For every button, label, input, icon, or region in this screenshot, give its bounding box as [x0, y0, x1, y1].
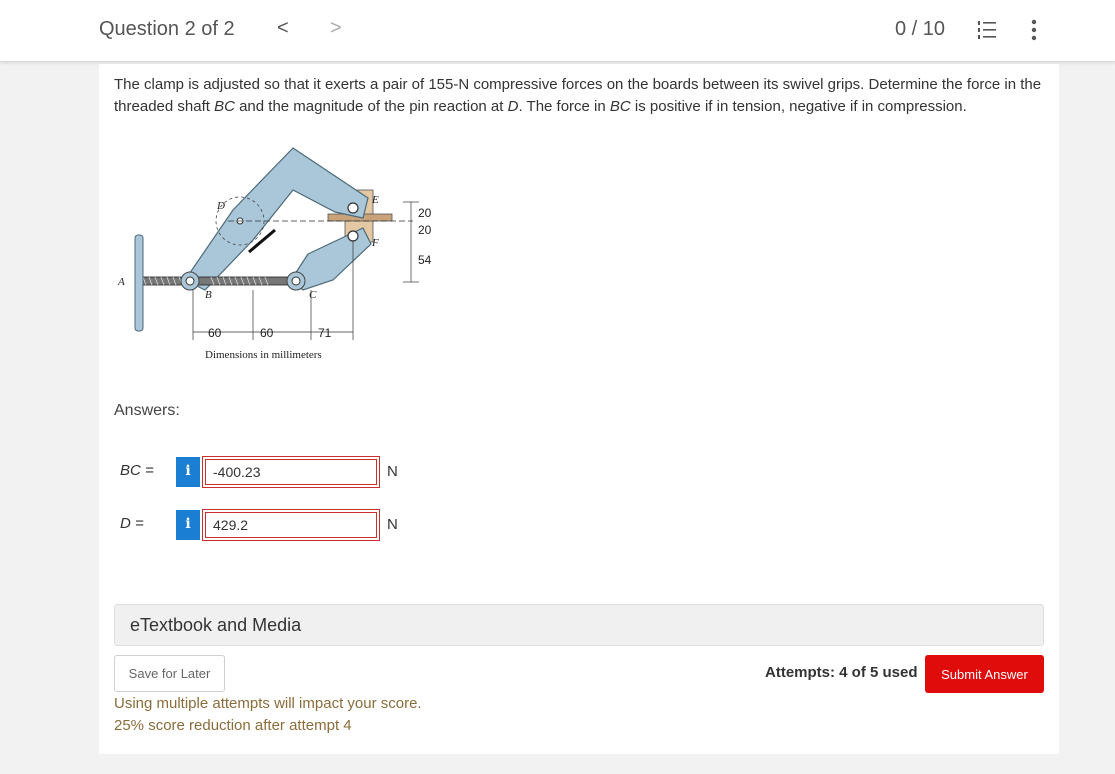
- info-icon[interactable]: i: [176, 457, 200, 487]
- previous-question-button[interactable]: <: [277, 17, 289, 39]
- swivel-grip-f: [348, 231, 358, 241]
- top-bar: [0, 0, 1115, 62]
- label-f: F: [372, 237, 379, 249]
- answers-heading: Answers:: [114, 402, 180, 419]
- info-icon[interactable]: i: [176, 510, 200, 540]
- answer-d-label: D =: [120, 515, 144, 532]
- bc-answer-input[interactable]: [202, 456, 380, 488]
- label-a: A: [118, 276, 125, 288]
- attempt-warning: Using multiple attempts will impact your score.: [114, 695, 422, 712]
- figure-caption: Dimensions in millimeters: [205, 349, 322, 361]
- clamp-handle: [135, 235, 143, 331]
- d-answer-input[interactable]: [202, 509, 380, 541]
- dim-54: 54: [418, 253, 432, 267]
- dim-20-bottom: 20: [418, 223, 432, 237]
- save-for-later-button[interactable]: Save for Later: [114, 655, 225, 692]
- label-e: E: [372, 194, 379, 206]
- question-counter: Question 2 of 2: [99, 18, 235, 40]
- problem-statement: The clamp is adjusted so that it exerts a pair of 155-N compressive forces on the boards between its swivel grips. Determine the force in the threaded shaft BC and the magnitude of the pin reaction at D. The force in BC is positive if in tension, negative if in compression.: [114, 76, 1042, 115]
- label-c: C: [309, 289, 317, 301]
- score-display: 0 / 10: [895, 18, 946, 40]
- more-options-icon[interactable]: [1028, 19, 1040, 41]
- bc-unit: N: [387, 463, 398, 480]
- attempts-counter: Attempts: 4 of 5 used: [765, 664, 918, 681]
- etextbook-media-section[interactable]: eTextbook and Media: [114, 604, 1044, 646]
- dim-60-second: 60: [260, 326, 274, 340]
- clamp-figure: [113, 140, 445, 368]
- label-d: D: [217, 200, 225, 212]
- answer-bc-label: BC =: [120, 462, 154, 479]
- submit-answer-button[interactable]: Submit Answer: [925, 655, 1044, 693]
- dim-60-first: 60: [208, 326, 222, 340]
- d-unit: N: [387, 516, 398, 533]
- dim-20-top: 20: [418, 206, 432, 220]
- swivel-grip-e: [348, 203, 358, 213]
- next-question-button[interactable]: >: [330, 17, 342, 39]
- dim-71: 71: [318, 326, 332, 340]
- score-reduction-note: 25% score reduction after attempt 4: [114, 717, 352, 734]
- question-list-icon[interactable]: [976, 19, 998, 41]
- label-b: B: [205, 289, 212, 301]
